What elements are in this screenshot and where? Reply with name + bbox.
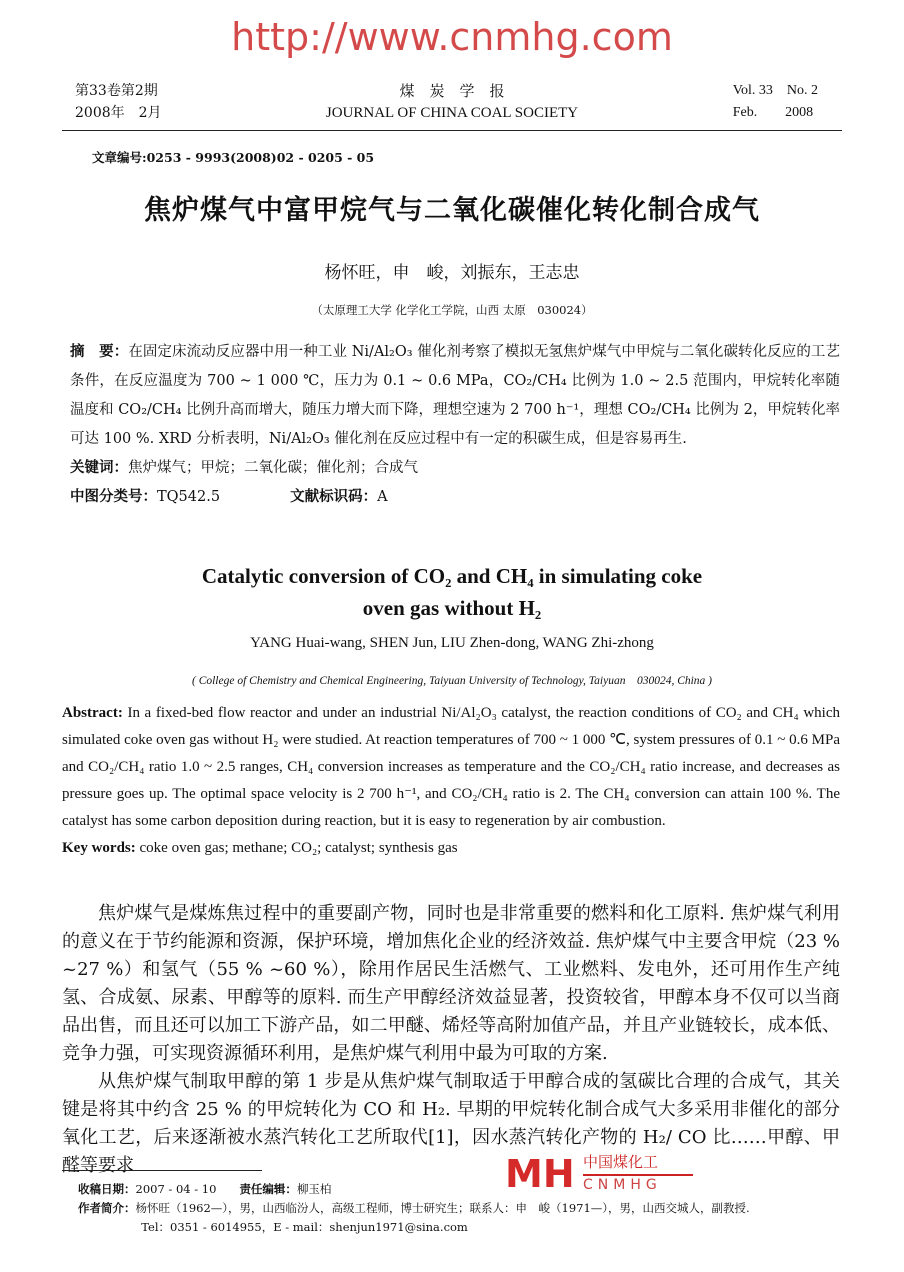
editor-label: 责任编辑： (239, 1182, 297, 1196)
affiliation-en: ( College of Chemistry and Chemical Engineering, Taiyuan University of Technology, Taiyuan 030024, China ) (191, 675, 713, 687)
footnotes (78, 1180, 848, 1237)
abstract-en-text: In a fixed-bed flow reactor and under an industrial Ni/Al₂O₃ catalyst, the reaction conditions of CO₂ and CH₄ which simulated coke oven gas without H₂ were studied. At reaction temperatures of 700 ~ 1 000 ℃, system pressures of 0.1 ~ 0.6 MPa and CO₂/CH₄ ratio 1.0 ~ 2.5 ranges, CH₄ conversion increases as temperature and the CO₂/CH₄ ratio increase, and decreases as pressure goes up. The optimal space velocity is 2 700 h⁻¹, and CO₂/CH₄ ratio is 2. The CH₄ conversion can attain 100 %. The catalyst has some carbon deposition during reaction, but it is easy to regeneration by air combustion. (62, 705, 840, 829)
classification-value: TQ542.5 (157, 489, 221, 505)
header-rule (62, 130, 842, 131)
footnote-rule (62, 1170, 262, 1171)
volume-en: Vol. 33 No. 2 (732, 83, 818, 98)
keywords-cn-label: 关键词： (70, 460, 128, 476)
header-right (733, 80, 818, 124)
abstract-cn (70, 338, 840, 512)
keywords-en-text: coke oven gas; methane; CO₂; catalyst; synthesis gas (135, 840, 458, 856)
journal-cn: 煤 炭 学 报 (399, 82, 505, 100)
affiliation-cn: （太原理工大学 化学化工学院，山西 太原 030024） (311, 303, 593, 317)
author-contact: Tel：0351 - 6014955，E - mail：shenjun1971@sina.com (141, 1220, 468, 1234)
keywords-cn-text: 焦炉煤气；甲烷；二氧化碳；催化剂；合成气 (128, 460, 418, 476)
authors-en: YANG Huai-wang, SHEN Jun, LIU Zhen-dong, WANG Zhi-zhong (250, 635, 654, 651)
title-en-line-1: Catalytic conversion of CO₂ and CH₄ in simulating coke (201, 564, 703, 588)
authors-cn: 杨怀旺，申 峻，刘振东，王志忠 (324, 263, 580, 283)
keywords-en-label: Key words: (62, 840, 136, 856)
abstract-cn-label: 摘 要： (70, 344, 129, 360)
body-paragraph: 焦炉煤气是煤炼焦过程中的重要副产物，同时也是非常重要的燃料和化工原料. 焦炉煤气利用的意义在于节约能源和资源，保护环境，增加焦化企业的经济效益. 焦炉煤气中主要含甲烷（23 % ~27 %）和氢气（55 % ~60 %），除用作居民生活燃气、工业燃料、发电外，还可用作生产纯氢、合成氨、尿素、甲醇等的原料. 而生产甲醇经济效益显著，投资较省，甲醇本身不仅可以当商品出售，而且还可以加工下游产品，如二甲醚、烯烃等高附加值产品，并且产业链较长，成本低、竞争力强，可实现资源循环利用，是焦炉煤气利用中最为可取的方案. (62, 903, 840, 1064)
doc-code-value: A (377, 489, 388, 505)
doc-code-label: 文献标识码： (290, 489, 378, 505)
title-en (0, 560, 904, 624)
volume-cn: 第33卷第2期 (75, 83, 158, 99)
logo-mark: MH (505, 1152, 575, 1196)
author-bio: 杨怀旺（1962—），男，山西临汾人，高级工程师，博士研究生；联系人：申 峻（1971—），男，山西交城人，副教授. (135, 1201, 750, 1215)
abstract-en (62, 700, 840, 862)
classification-label: 中图分类号： (70, 489, 157, 505)
received-label: 收稿日期： (78, 1182, 136, 1196)
body-paragraph: 从焦炉煤气制取甲醇的第 1 步是从焦炉煤气制取适于甲醇合成的氢碳比合理的合成气，其关键是将其中约含 25 % 的甲烷转化为 CO 和 H₂. 早期的甲烷转化制合成气大多采用非催化的部分氧化工艺，后来逐渐被水蒸汽转化工艺所取代[1]，因水蒸汽转化产物的 H₂/ CO 比……甲醇、甲醛等要求 (62, 1071, 840, 1176)
journal-en: JOURNAL OF CHINA COAL SOCIETY (325, 105, 579, 121)
article-number: 文章编号:0253 - 9993(2008)02 - 0205 - 05 (92, 150, 375, 165)
bio-label: 作者简介： (78, 1201, 136, 1215)
date-cn: 2008年 2月 (75, 105, 162, 121)
received-date: 2007 - 04 - 10 (135, 1182, 217, 1196)
title-cn: 焦炉煤气中富甲烷气与二氧化碳催化转化制合成气 (144, 195, 760, 226)
title-en-line-2: oven gas without H₂ (362, 596, 542, 620)
editor-name: 柳玉柏 (296, 1182, 332, 1196)
abstract-cn-text: 在固定床流动反应器中用一种工业 Ni/Al₂O₃ 催化剂考察了模拟无氢焦炉煤气中甲烷与二氧化碳转化反应的工艺条件，在反应温度为 700 ~ 1 000 ℃，压力为 0.1 ~ 0.6 MPa，CO₂/CH₄ 比例为 1.0 ~ 2.5 范围内，甲烷转化率随温度和 CO₂/CH₄ 比例升高而增大，随压力增大而下降，理想空速为 2 700 h⁻¹，理想 CO₂/CH₄ 比例为 2，甲烷转化率可达 100 %. XRD 分析表明，Ni/Al₂O₃ 催化剂在反应过程中有一定的积碳生成，但是容易再生. (70, 344, 841, 447)
logo-en: CNMHG (583, 1177, 662, 1193)
watermark-url: http://www.cnmhg.com (231, 15, 673, 59)
abstract-en-label: Abstract: (62, 705, 123, 721)
date-en: Feb. 2008 (732, 105, 814, 120)
logo-cn: 中国煤化工 (583, 1153, 659, 1171)
body-text (62, 900, 840, 1180)
